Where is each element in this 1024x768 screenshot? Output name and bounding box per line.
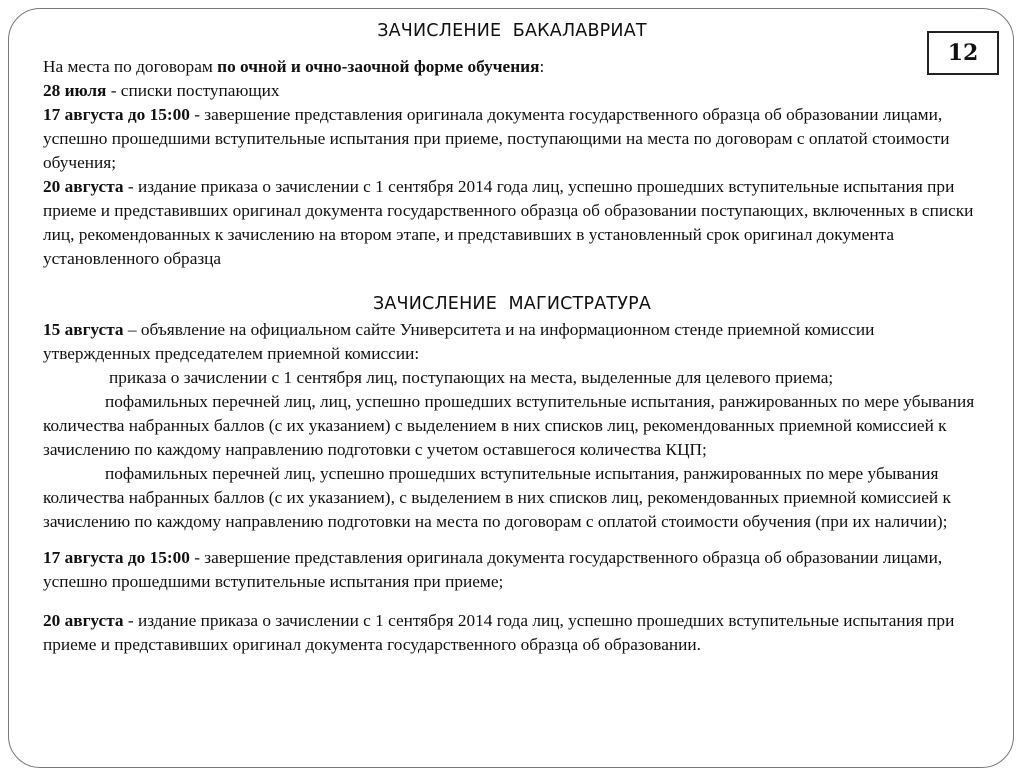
date-label: 17 августа до 15:00: [43, 105, 190, 124]
bachelor-item-lists: 28 июля - списки поступающих: [43, 81, 280, 100]
date-label: 28 июля: [43, 81, 107, 100]
slide-number: 12: [927, 31, 999, 75]
master-item-announcement: 15 августа – объявление на официальном сайте Университета и на информационном стенде приемной комиссии утвержденных председателем приемной комиссии:: [43, 320, 875, 363]
master-item-originals: 17 августа до 15:00 - завершение представления оригинала документа государственного образца об образовании лицами, успешно прошедшими вступительные испытания при приеме;: [43, 548, 943, 591]
master-sub-paid-lists: пофамильных перечней лиц, успешно прошедших вступительные испытания, ранжированных по мере убывания количества набранных баллов (с их указанием), с выделением в них списков лиц, рекомендованных приемной комиссией к зачислению по каждому направлению подготовки на места по договорам с оплатой стоимости обучения (при их наличии);: [43, 464, 951, 531]
bachelor-item-order: 20 августа - издание приказа о зачислении с 1 сентября 2014 года лиц, успешно прошедших вступительные испытания при приеме и представивших оригинал документа государственного образца об образовании поступающих, включенных в списки лиц, рекомендованных к зачислению на втором этапе, и представивших в установленный срок оригинал документа установленного образца: [43, 177, 974, 268]
master-item-order: 20 августа - издание приказа о зачислении с 1 сентября 2014 года лиц, успешно прошедших вступительные испытания при приеме и представивших оригинал документа государственного образца об образовании.: [43, 611, 955, 654]
master-section: [43, 318, 983, 657]
master-sub-ranked-lists: пофамильных перечней лиц, лиц, успешно прошедших вступительные испытания, ранжированных по мере убывания количества набранных баллов (с их указанием) с выделением в них списков лиц, рекомендованных приемной комиссией к зачислению по каждому направлению подготовки с учетом оставшегося количества КЦП;: [43, 392, 975, 459]
bachelor-section: [43, 55, 983, 271]
master-sub-target-order: приказа о зачислении с 1 сентября лиц, поступающих на места, выделенные для целевого приема;: [109, 368, 834, 387]
master-heading: ЗАЧИСЛЕНИЕ МАГИСТРАТУРА: [372, 294, 652, 314]
date-label: 17 августа до 15:00: [43, 548, 190, 567]
date-label: 20 августа: [43, 611, 124, 630]
bachelor-heading: ЗАЧИСЛЕНИЕ БАКАЛАВРИАТ: [377, 21, 647, 41]
date-label: 15 августа: [43, 320, 124, 339]
bachelor-intro: На места по договорам по очной и очно-заочной форме обучения:: [43, 57, 545, 76]
date-label: 20 августа: [43, 177, 124, 196]
bachelor-item-originals: 17 августа до 15:00 - завершение представления оригинала документа государственного образца об образовании лицами, успешно прошедшими вступительные испытания при приеме, поступающими на места по договорам с оплатой стоимости обучения;: [43, 105, 950, 172]
